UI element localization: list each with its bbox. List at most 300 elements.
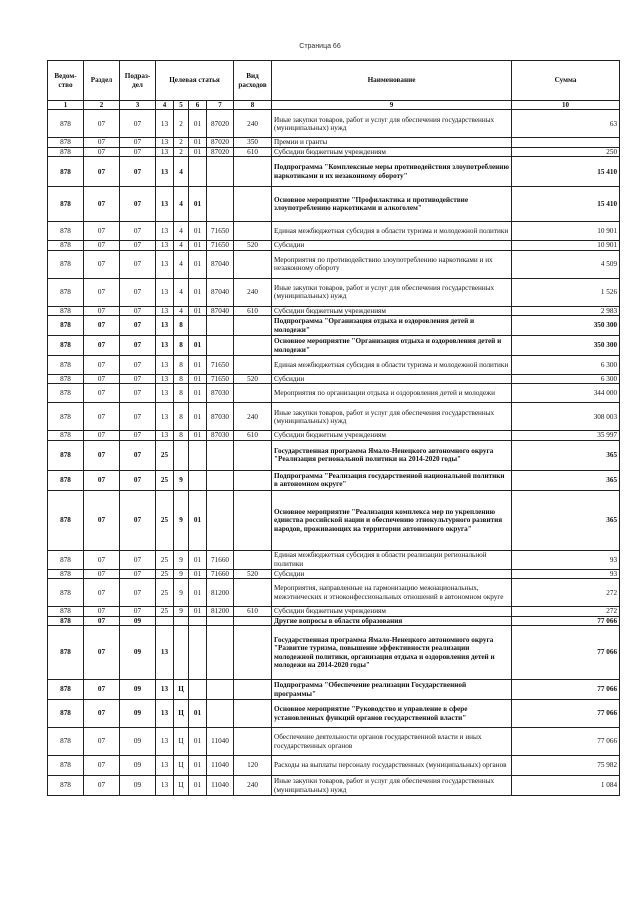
expense-type-cell	[234, 700, 272, 728]
sum-cell: 272	[512, 607, 620, 616]
table-row	[48, 157, 620, 187]
sum-cell	[512, 138, 620, 147]
target-program-cell: 13	[156, 241, 174, 250]
target-activity-cell: 01	[189, 250, 207, 278]
vedomstvo-cell: 878	[48, 470, 84, 490]
table-row	[48, 138, 620, 147]
name-cell: Субсидии бюджетным учреждениям	[272, 147, 512, 156]
expense-type-cell: 610	[234, 147, 272, 156]
table-row	[48, 110, 620, 138]
podrazdel-cell: 09	[120, 700, 156, 728]
name-cell: Субсидии	[272, 569, 512, 578]
target-code-cell: 87040	[207, 250, 234, 278]
sum-cell: 63	[512, 110, 620, 138]
target-subprogram-cell	[174, 440, 189, 470]
target-activity-cell: 01	[189, 138, 207, 147]
target-code-cell	[207, 700, 234, 728]
target-subprogram-cell: 8	[174, 336, 189, 356]
target-subprogram-cell: 8	[174, 356, 189, 375]
target-program-cell: 13	[156, 187, 174, 222]
sum-cell: 1 526	[512, 278, 620, 306]
table-row	[48, 241, 620, 250]
vedomstvo-cell: 878	[48, 776, 84, 796]
target-activity-cell: 01	[189, 579, 207, 607]
target-program-cell: 13	[156, 138, 174, 147]
podrazdel-cell: 09	[120, 680, 156, 700]
target-program-cell: 13	[156, 222, 174, 241]
razdel-cell: 07	[84, 403, 120, 431]
target-activity-cell: 01	[189, 776, 207, 796]
vedomstvo-cell: 878	[48, 440, 84, 470]
podrazdel-cell: 07	[120, 490, 156, 550]
table-row	[48, 490, 620, 550]
vedomstvo-cell: 878	[48, 336, 84, 356]
name-cell: Иные закупки товаров, работ и услуг для обеспечения государственных (муниципальных) нужд	[272, 776, 512, 796]
target-subprogram-cell: 9	[174, 490, 189, 550]
target-program-cell: 13	[156, 728, 174, 756]
razdel-cell: 07	[84, 384, 120, 403]
target-program-cell: 13	[156, 431, 174, 440]
expense-type-cell: 350	[234, 138, 272, 147]
razdel-cell: 07	[84, 187, 120, 222]
vedomstvo-cell: 878	[48, 241, 84, 250]
target-subprogram-cell	[174, 626, 189, 680]
expense-type-cell: 520	[234, 375, 272, 384]
header-podrazdel: Подраз-дел	[120, 61, 156, 101]
target-subprogram-cell: 2	[174, 110, 189, 138]
target-program-cell: 25	[156, 490, 174, 550]
target-activity-cell	[189, 440, 207, 470]
table-row	[48, 431, 620, 440]
name-cell: Обеспечение деятельности органов государственной власти и иных государственных органов	[272, 728, 512, 756]
target-activity-cell: 01	[189, 403, 207, 431]
sum-cell: 344 000	[512, 384, 620, 403]
target-code-cell	[207, 316, 234, 336]
budget-table	[47, 60, 620, 796]
vedomstvo-cell: 878	[48, 756, 84, 776]
sum-cell: 6 300	[512, 375, 620, 384]
target-activity-cell: 01	[189, 569, 207, 578]
razdel-cell: 07	[84, 316, 120, 336]
podrazdel-cell: 07	[120, 579, 156, 607]
sum-cell: 35 997	[512, 431, 620, 440]
col-number: 9	[272, 101, 512, 110]
podrazdel-cell: 07	[120, 384, 156, 403]
razdel-cell: 07	[84, 470, 120, 490]
name-cell: Субсидии бюджетным учреждениям	[272, 607, 512, 616]
table-row	[48, 278, 620, 306]
target-activity-cell: 01	[189, 550, 207, 569]
target-activity-cell: 01	[189, 756, 207, 776]
sum-cell: 93	[512, 569, 620, 578]
target-subprogram-cell: 8	[174, 403, 189, 431]
expense-type-cell	[234, 728, 272, 756]
col-number: 7	[207, 101, 234, 110]
target-activity-cell: 01	[189, 241, 207, 250]
target-subprogram-cell: 2	[174, 147, 189, 156]
target-program-cell: 25	[156, 579, 174, 607]
target-subprogram-cell: 9	[174, 569, 189, 578]
podrazdel-cell: 09	[120, 776, 156, 796]
sum-cell: 77 066	[512, 680, 620, 700]
razdel-cell: 07	[84, 306, 120, 315]
target-subprogram-cell: 9	[174, 470, 189, 490]
target-subprogram-cell: 4	[174, 187, 189, 222]
target-program-cell: 13	[156, 356, 174, 375]
razdel-cell: 07	[84, 431, 120, 440]
target-program-cell: 25	[156, 470, 174, 490]
sum-cell: 77 066	[512, 700, 620, 728]
sum-cell: 350 300	[512, 316, 620, 336]
col-number: 10	[512, 101, 620, 110]
target-activity-cell: 01	[189, 356, 207, 375]
expense-type-cell	[234, 336, 272, 356]
target-code-cell: 71650	[207, 375, 234, 384]
table-row	[48, 384, 620, 403]
target-activity-cell: 01	[189, 728, 207, 756]
expense-type-cell: 610	[234, 607, 272, 616]
header-name: Наименование	[272, 61, 512, 101]
target-code-cell	[207, 187, 234, 222]
target-activity-cell	[189, 470, 207, 490]
vedomstvo-cell: 878	[48, 250, 84, 278]
vedomstvo-cell: 878	[48, 278, 84, 306]
target-code-cell	[207, 680, 234, 700]
sum-cell: 308 003	[512, 403, 620, 431]
name-cell: Субсидии	[272, 375, 512, 384]
vedomstvo-cell: 878	[48, 431, 84, 440]
name-cell: Государственная программа Ямало-Ненецкого автономного округа "Развитие туризма, повышение эффективности реализации молодежной политики, организация отдыха и оздоровления детей и молодежи на 2014-2020 годы"	[272, 626, 512, 680]
target-subprogram-cell: 8	[174, 384, 189, 403]
target-code-cell: 71650	[207, 356, 234, 375]
name-cell: Мероприятия по организации отдыха и оздоровления детей и молодежи	[272, 384, 512, 403]
expense-type-cell	[234, 470, 272, 490]
target-subprogram-cell: 9	[174, 579, 189, 607]
name-cell: Иные закупки товаров, работ и услуг для обеспечения государственных (муниципальных) нужд	[272, 110, 512, 138]
sum-cell: 272	[512, 579, 620, 607]
target-program-cell: 13	[156, 375, 174, 384]
razdel-cell: 07	[84, 607, 120, 616]
sum-cell: 77 066	[512, 616, 620, 625]
vedomstvo-cell: 878	[48, 110, 84, 138]
expense-type-cell	[234, 157, 272, 187]
name-cell: Расходы на выплаты персоналу государственных (муниципальных) органов	[272, 756, 512, 776]
vedomstvo-cell: 878	[48, 579, 84, 607]
target-program-cell: 13	[156, 250, 174, 278]
name-cell: Основное мероприятие "Реализация комплекса мер по укреплению единства российской нации и обеспечению этнокультурного развития народов, проживающих на территории автономного округа"	[272, 490, 512, 550]
vedomstvo-cell: 878	[48, 222, 84, 241]
expense-type-cell	[234, 616, 272, 625]
razdel-cell: 07	[84, 375, 120, 384]
name-cell: Премии и гранты	[272, 138, 512, 147]
razdel-cell: 07	[84, 569, 120, 578]
target-subprogram-cell: Ц	[174, 680, 189, 700]
podrazdel-cell: 07	[120, 375, 156, 384]
expense-type-cell: 520	[234, 569, 272, 578]
target-code-cell: 87030	[207, 403, 234, 431]
table-row	[48, 550, 620, 569]
podrazdel-cell: 07	[120, 470, 156, 490]
target-code-cell: 71660	[207, 550, 234, 569]
name-cell: Иные закупки товаров, работ и услуг для обеспечения государственных (муниципальных) нужд	[272, 403, 512, 431]
target-code-cell	[207, 440, 234, 470]
name-cell: Мероприятия, направленные на гармонизацию межнациональных, межэтнических и этноконфессиональных отношений в автономном округе	[272, 579, 512, 607]
column-number-row	[48, 101, 620, 110]
vedomstvo-cell: 878	[48, 147, 84, 156]
razdel-cell: 07	[84, 756, 120, 776]
expense-type-cell	[234, 250, 272, 278]
target-activity-cell: 01	[189, 384, 207, 403]
podrazdel-cell: 07	[120, 431, 156, 440]
podrazdel-cell: 07	[120, 569, 156, 578]
target-program-cell: 13	[156, 278, 174, 306]
target-program-cell: 13	[156, 110, 174, 138]
sum-cell: 250	[512, 147, 620, 156]
expense-type-cell	[234, 550, 272, 569]
sum-cell: 10 901	[512, 241, 620, 250]
target-subprogram-cell: 4	[174, 250, 189, 278]
expense-type-cell	[234, 579, 272, 607]
col-number: 5	[174, 101, 189, 110]
vedomstvo-cell: 878	[48, 700, 84, 728]
target-program-cell: 13	[156, 306, 174, 315]
vedomstvo-cell: 878	[48, 306, 84, 315]
target-activity-cell: 01	[189, 607, 207, 616]
table-row	[48, 728, 620, 756]
target-activity-cell	[189, 680, 207, 700]
sum-cell: 77 066	[512, 626, 620, 680]
col-number: 6	[189, 101, 207, 110]
col-number: 2	[84, 101, 120, 110]
podrazdel-cell: 07	[120, 138, 156, 147]
target-code-cell	[207, 470, 234, 490]
expense-type-cell: 520	[234, 241, 272, 250]
expense-type-cell: 240	[234, 110, 272, 138]
vedomstvo-cell: 878	[48, 680, 84, 700]
podrazdel-cell: 07	[120, 550, 156, 569]
podrazdel-cell: 07	[120, 336, 156, 356]
expense-type-cell	[234, 222, 272, 241]
table-row	[48, 470, 620, 490]
target-program-cell: 13	[156, 776, 174, 796]
target-program-cell: 13	[156, 756, 174, 776]
sum-cell: 75 982	[512, 756, 620, 776]
header-vid: Вид расходов	[234, 61, 272, 101]
sum-cell: 15 410	[512, 187, 620, 222]
table-row	[48, 756, 620, 776]
podrazdel-cell: 07	[120, 187, 156, 222]
target-code-cell: 87030	[207, 384, 234, 403]
vedomstvo-cell: 878	[48, 384, 84, 403]
target-code-cell: 71650	[207, 222, 234, 241]
table-row	[48, 440, 620, 470]
table-row	[48, 579, 620, 607]
target-code-cell: 11040	[207, 728, 234, 756]
target-subprogram-cell: 9	[174, 607, 189, 616]
name-cell: Подпрограмма "Организация отдыха и оздоровления детей и молодежи"	[272, 316, 512, 336]
podrazdel-cell: 07	[120, 278, 156, 306]
target-activity-cell	[189, 626, 207, 680]
razdel-cell: 07	[84, 336, 120, 356]
target-code-cell	[207, 157, 234, 187]
vedomstvo-cell: 878	[48, 550, 84, 569]
vedomstvo-cell: 878	[48, 356, 84, 375]
page-label: Страница 66	[299, 43, 341, 50]
expense-type-cell: 120	[234, 756, 272, 776]
col-number: 3	[120, 101, 156, 110]
razdel-cell: 07	[84, 110, 120, 138]
target-code-cell: 11040	[207, 776, 234, 796]
vedomstvo-cell: 878	[48, 187, 84, 222]
podrazdel-cell: 07	[120, 147, 156, 156]
header-vedomstvo: Ведом-ство	[48, 61, 84, 101]
target-subprogram-cell: 4	[174, 306, 189, 315]
target-activity-cell: 01	[189, 306, 207, 315]
name-cell: Мероприятия по противодействию злоупотреблению наркотиками и их незаконному обороту	[272, 250, 512, 278]
expense-type-cell	[234, 490, 272, 550]
target-subprogram-cell: 4	[174, 222, 189, 241]
razdel-cell: 07	[84, 490, 120, 550]
expense-type-cell: 240	[234, 403, 272, 431]
expense-type-cell: 610	[234, 306, 272, 315]
header-target: Целевая статья	[156, 61, 234, 101]
podrazdel-cell: 07	[120, 403, 156, 431]
podrazdel-cell: 09	[120, 728, 156, 756]
target-subprogram-cell: Ц	[174, 700, 189, 728]
table-row	[48, 187, 620, 222]
target-code-cell	[207, 490, 234, 550]
razdel-cell: 07	[84, 250, 120, 278]
sum-cell: 15 410	[512, 157, 620, 187]
podrazdel-cell: 09	[120, 756, 156, 776]
table-row	[48, 147, 620, 156]
table-row	[48, 375, 620, 384]
table-row	[48, 776, 620, 796]
target-code-cell: 87040	[207, 306, 234, 315]
col-number: 8	[234, 101, 272, 110]
col-number: 1	[48, 101, 84, 110]
expense-type-cell	[234, 187, 272, 222]
table-row	[48, 403, 620, 431]
target-activity-cell: 01	[189, 278, 207, 306]
podrazdel-cell: 07	[120, 607, 156, 616]
target-code-cell	[207, 616, 234, 625]
expense-type-cell	[234, 356, 272, 375]
table-row	[48, 250, 620, 278]
sum-cell: 365	[512, 490, 620, 550]
target-code-cell: 87030	[207, 431, 234, 440]
expense-type-cell	[234, 384, 272, 403]
vedomstvo-cell: 878	[48, 607, 84, 616]
expense-type-cell	[234, 680, 272, 700]
name-cell: Субсидии бюджетным учреждениям	[272, 431, 512, 440]
table-row	[48, 607, 620, 616]
target-program-cell: 13	[156, 403, 174, 431]
table-row	[48, 626, 620, 680]
target-program-cell: 25	[156, 440, 174, 470]
podrazdel-cell: 07	[120, 250, 156, 278]
target-activity-cell: 01	[189, 110, 207, 138]
name-cell: Субсидии бюджетным учреждениям	[272, 306, 512, 315]
target-activity-cell	[189, 616, 207, 625]
vedomstvo-cell: 878	[48, 403, 84, 431]
razdel-cell: 07	[84, 728, 120, 756]
target-subprogram-cell: 9	[174, 550, 189, 569]
table-row	[48, 336, 620, 356]
target-subprogram-cell: 4	[174, 278, 189, 306]
podrazdel-cell: 07	[120, 110, 156, 138]
podrazdel-cell: 07	[120, 157, 156, 187]
vedomstvo-cell: 878	[48, 616, 84, 625]
razdel-cell: 07	[84, 776, 120, 796]
sum-cell: 350 300	[512, 336, 620, 356]
target-code-cell: 87040	[207, 278, 234, 306]
target-activity-cell: 01	[189, 336, 207, 356]
podrazdel-cell: 07	[120, 241, 156, 250]
target-program-cell: 25	[156, 569, 174, 578]
target-activity-cell: 01	[189, 700, 207, 728]
target-activity-cell	[189, 157, 207, 187]
razdel-cell: 07	[84, 700, 120, 728]
sum-cell: 6 300	[512, 356, 620, 375]
name-cell: Иные закупки товаров, работ и услуг для обеспечения государственных (муниципальных) нужд	[272, 278, 512, 306]
sum-cell: 93	[512, 550, 620, 569]
name-cell: Подпрограмма "Реализация государственной национальной политики в автономном округе"	[272, 470, 512, 490]
target-subprogram-cell: 4	[174, 157, 189, 187]
sum-cell: 365	[512, 470, 620, 490]
target-subprogram-cell: 4	[174, 241, 189, 250]
target-code-cell	[207, 336, 234, 356]
target-program-cell: 13	[156, 384, 174, 403]
col-number: 4	[156, 101, 174, 110]
podrazdel-cell: 07	[120, 316, 156, 336]
target-program-cell: 13	[156, 680, 174, 700]
expense-type-cell	[234, 316, 272, 336]
razdel-cell: 07	[84, 680, 120, 700]
target-program-cell	[156, 616, 174, 625]
vedomstvo-cell: 878	[48, 728, 84, 756]
razdel-cell: 07	[84, 626, 120, 680]
target-code-cell: 87020	[207, 138, 234, 147]
razdel-cell: 07	[84, 138, 120, 147]
vedomstvo-cell: 878	[48, 569, 84, 578]
vedomstvo-cell: 878	[48, 626, 84, 680]
razdel-cell: 07	[84, 440, 120, 470]
name-cell: Подпрограмма "Комплексные меры противодействия злоупотреблению наркотиками и их незаконному обороту"	[272, 157, 512, 187]
target-program-cell: 25	[156, 607, 174, 616]
name-cell: Основное мероприятие "Организация отдыха и оздоровления детей и молодежи"	[272, 336, 512, 356]
target-program-cell: 13	[156, 157, 174, 187]
razdel-cell: 07	[84, 278, 120, 306]
expense-type-cell: 240	[234, 278, 272, 306]
vedomstvo-cell: 878	[48, 490, 84, 550]
razdel-cell: 07	[84, 616, 120, 625]
target-code-cell: 87020	[207, 147, 234, 156]
target-activity-cell: 01	[189, 375, 207, 384]
target-activity-cell: 01	[189, 431, 207, 440]
target-program-cell: 25	[156, 550, 174, 569]
sum-cell: 77 066	[512, 728, 620, 756]
podrazdel-cell: 07	[120, 222, 156, 241]
target-program-cell: 13	[156, 700, 174, 728]
name-cell: Единая межбюджетная субсидия в области туризма и молодежной политики	[272, 356, 512, 375]
name-cell: Субсидии	[272, 241, 512, 250]
target-subprogram-cell: Ц	[174, 776, 189, 796]
expense-type-cell	[234, 440, 272, 470]
sum-cell: 1 084	[512, 776, 620, 796]
target-activity-cell: 01	[189, 490, 207, 550]
razdel-cell: 07	[84, 157, 120, 187]
